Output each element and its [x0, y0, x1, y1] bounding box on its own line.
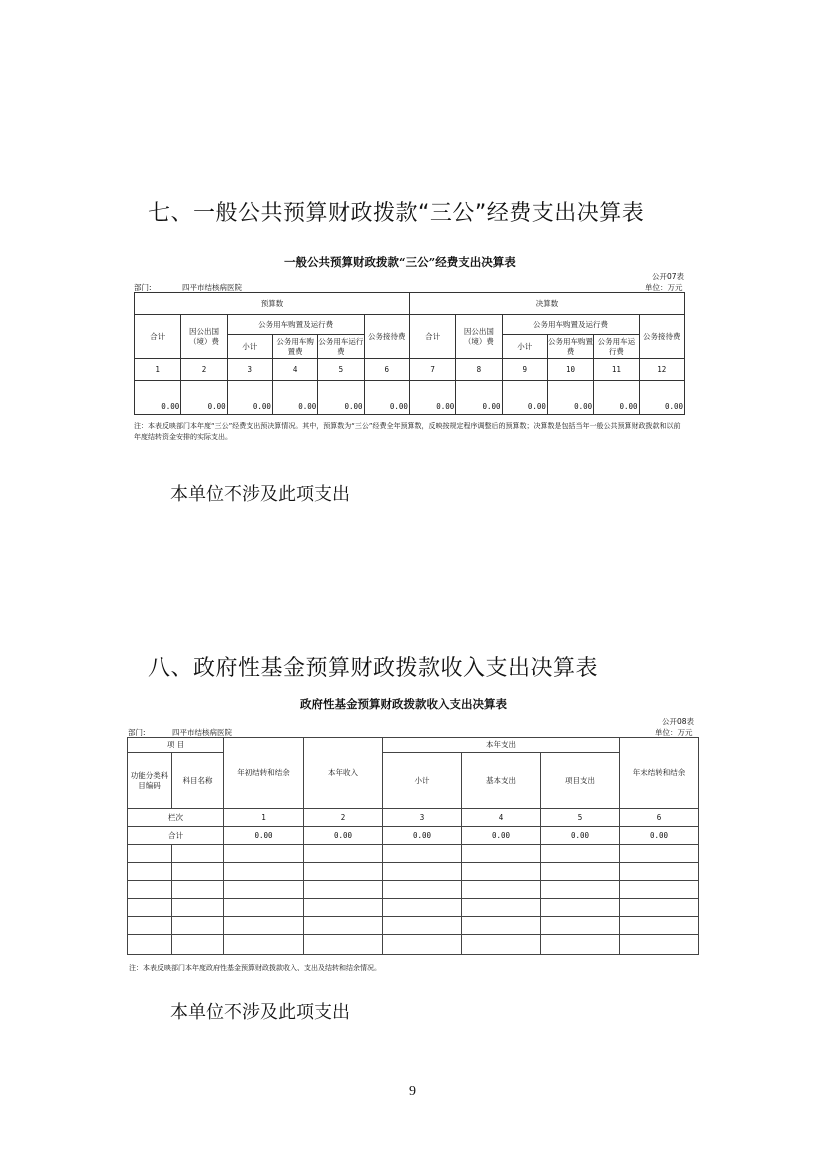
table7-col-number: 3 — [227, 359, 272, 381]
table-row — [128, 881, 699, 899]
table8-col-number: 4 — [462, 809, 541, 827]
table7 — [134, 292, 685, 415]
table7-unit: 单位：万元 — [645, 283, 683, 292]
table7-budget-group: 预算数 — [135, 293, 410, 315]
table8-note: 注：本表反映部门本年度政府性基金预算财政拨款收入、支出及结转和结余情况。 — [129, 964, 381, 972]
table7-value: 0.00 — [272, 381, 317, 415]
table8-col-subject-name: 科目名称 — [172, 753, 224, 809]
table7-col-number: 12 — [639, 359, 685, 381]
table7-value: 0.00 — [364, 381, 409, 415]
table8-row-order-label: 栏次 — [128, 809, 224, 827]
table7-value: 0.00 — [227, 381, 272, 415]
section8-not-applicable: 本单位不涉及此项支出 — [170, 1002, 350, 1023]
table7-col-reception-final: 公务接待费 — [639, 315, 685, 359]
table8-total-value: 0.00 — [620, 827, 699, 845]
table7-col-reception: 公务接待费 — [364, 315, 409, 359]
table7-value: 0.00 — [594, 381, 639, 415]
table7-col-number: 2 — [181, 359, 227, 381]
table7-note: 注：本表反映部门本年度“三公”经费支出预决算情况。其中，预算数为“三公”经费全年预算数，反映按规定程序调整后的预算数；决算数是包括当年一般公共预算财政拨款和以前年度结转资金安排的实际支出。 — [134, 422, 681, 441]
table7-col-vehicle-purchase: 公务用车购置费 — [272, 335, 317, 359]
table8-total-value: 0.00 — [304, 827, 383, 845]
table7-col-number: 9 — [502, 359, 547, 381]
table7-title: 一般公共预算财政拨款“三公”经费支出决算表 — [284, 255, 516, 269]
table7-col-vehicle-group: 公务用车购置及运行费 — [227, 315, 364, 335]
table8-col-number: 3 — [383, 809, 462, 827]
section7-heading: 七、一般公共预算财政拨款“三公”经费支出决算表 — [148, 201, 645, 226]
table7-col-vehicle-run-final: 公务用车运行费 — [594, 335, 639, 359]
table-row — [128, 845, 699, 863]
table7-col-abroad: 因公出国（境）费 — [181, 315, 227, 359]
section7-not-applicable: 本单位不涉及此项支出 — [170, 484, 350, 505]
table7-value: 0.00 — [318, 381, 364, 415]
table7-col-vehicle-purchase-final: 公务用车购置费 — [547, 335, 593, 359]
table7-dept-label: 部门: — [134, 283, 152, 292]
table-row — [128, 863, 699, 881]
page-number: 9 — [409, 1084, 416, 1099]
table7-value: 0.00 — [409, 381, 455, 415]
table7-col-number: 4 — [272, 359, 317, 381]
table7-value: 0.00 — [547, 381, 593, 415]
table7-value: 0.00 — [456, 381, 502, 415]
table8-form-code: 公开08表 — [662, 717, 695, 726]
table7-col-number: 6 — [364, 359, 409, 381]
table8-col-begin-balance: 年初结转和结余 — [224, 738, 304, 809]
table8-col-exp-subtotal: 小计 — [383, 753, 462, 809]
table8-col-number: 6 — [620, 809, 699, 827]
table8-dept-label: 部门: — [128, 728, 146, 737]
table7-col-number: 1 — [135, 359, 181, 381]
table7-value: 0.00 — [639, 381, 685, 415]
table8-col-end-balance: 年末结转和结余 — [620, 738, 699, 809]
table7-col-vehicle-group-final: 公务用车购置及运行费 — [502, 315, 639, 335]
table8-col-number: 5 — [541, 809, 620, 827]
table7-value: 0.00 — [135, 381, 181, 415]
table8-unit: 单位：万元 — [655, 728, 693, 737]
table8-total-value: 0.00 — [462, 827, 541, 845]
table8-col-number: 2 — [304, 809, 383, 827]
table8-row-total-label: 合计 — [128, 827, 224, 845]
table8-title: 政府性基金预算财政拨款收入支出决算表 — [300, 697, 507, 711]
table7-col-number: 8 — [456, 359, 502, 381]
table8-col-func-code: 功能分类科目编码 — [128, 753, 172, 809]
table8-col-number: 1 — [224, 809, 304, 827]
table-row — [128, 935, 699, 955]
table7-col-total-final: 合计 — [409, 315, 455, 359]
table8-total-value: 0.00 — [383, 827, 462, 845]
table7-final-group: 决算数 — [409, 293, 684, 315]
table7-dept-name: 四平市结核病医院 — [182, 283, 242, 292]
table8-col-item: 项 目 — [128, 738, 224, 753]
table8-col-expense-group: 本年支出 — [383, 738, 620, 753]
table7-value: 0.00 — [181, 381, 227, 415]
table8-dept-name: 四平市结核病医院 — [172, 728, 232, 737]
table8-total-value: 0.00 — [224, 827, 304, 845]
table7-value: 0.00 — [502, 381, 547, 415]
table7-col-number: 10 — [547, 359, 593, 381]
table8-total-value: 0.00 — [541, 827, 620, 845]
table8-col-exp-basic: 基本支出 — [462, 753, 541, 809]
table7-col-vehicle-run: 公务用车运行费 — [318, 335, 364, 359]
table7-col-subtotal: 小计 — [227, 335, 272, 359]
table7-col-number: 5 — [318, 359, 364, 381]
table7-form-code: 公开07表 — [652, 272, 685, 281]
table7-col-number: 7 — [409, 359, 455, 381]
table7-col-subtotal-final: 小计 — [502, 335, 547, 359]
table8-col-exp-project: 项目支出 — [541, 753, 620, 809]
table-row — [128, 899, 699, 917]
table7-col-total: 合计 — [135, 315, 181, 359]
table-row — [128, 917, 699, 935]
table8-col-income: 本年收入 — [304, 738, 383, 809]
table8 — [127, 737, 699, 955]
section8-heading: 八、政府性基金预算财政拨款收入支出决算表 — [148, 656, 599, 681]
table7-col-number: 11 — [594, 359, 639, 381]
table7-col-abroad-final: 因公出国（境）费 — [456, 315, 502, 359]
